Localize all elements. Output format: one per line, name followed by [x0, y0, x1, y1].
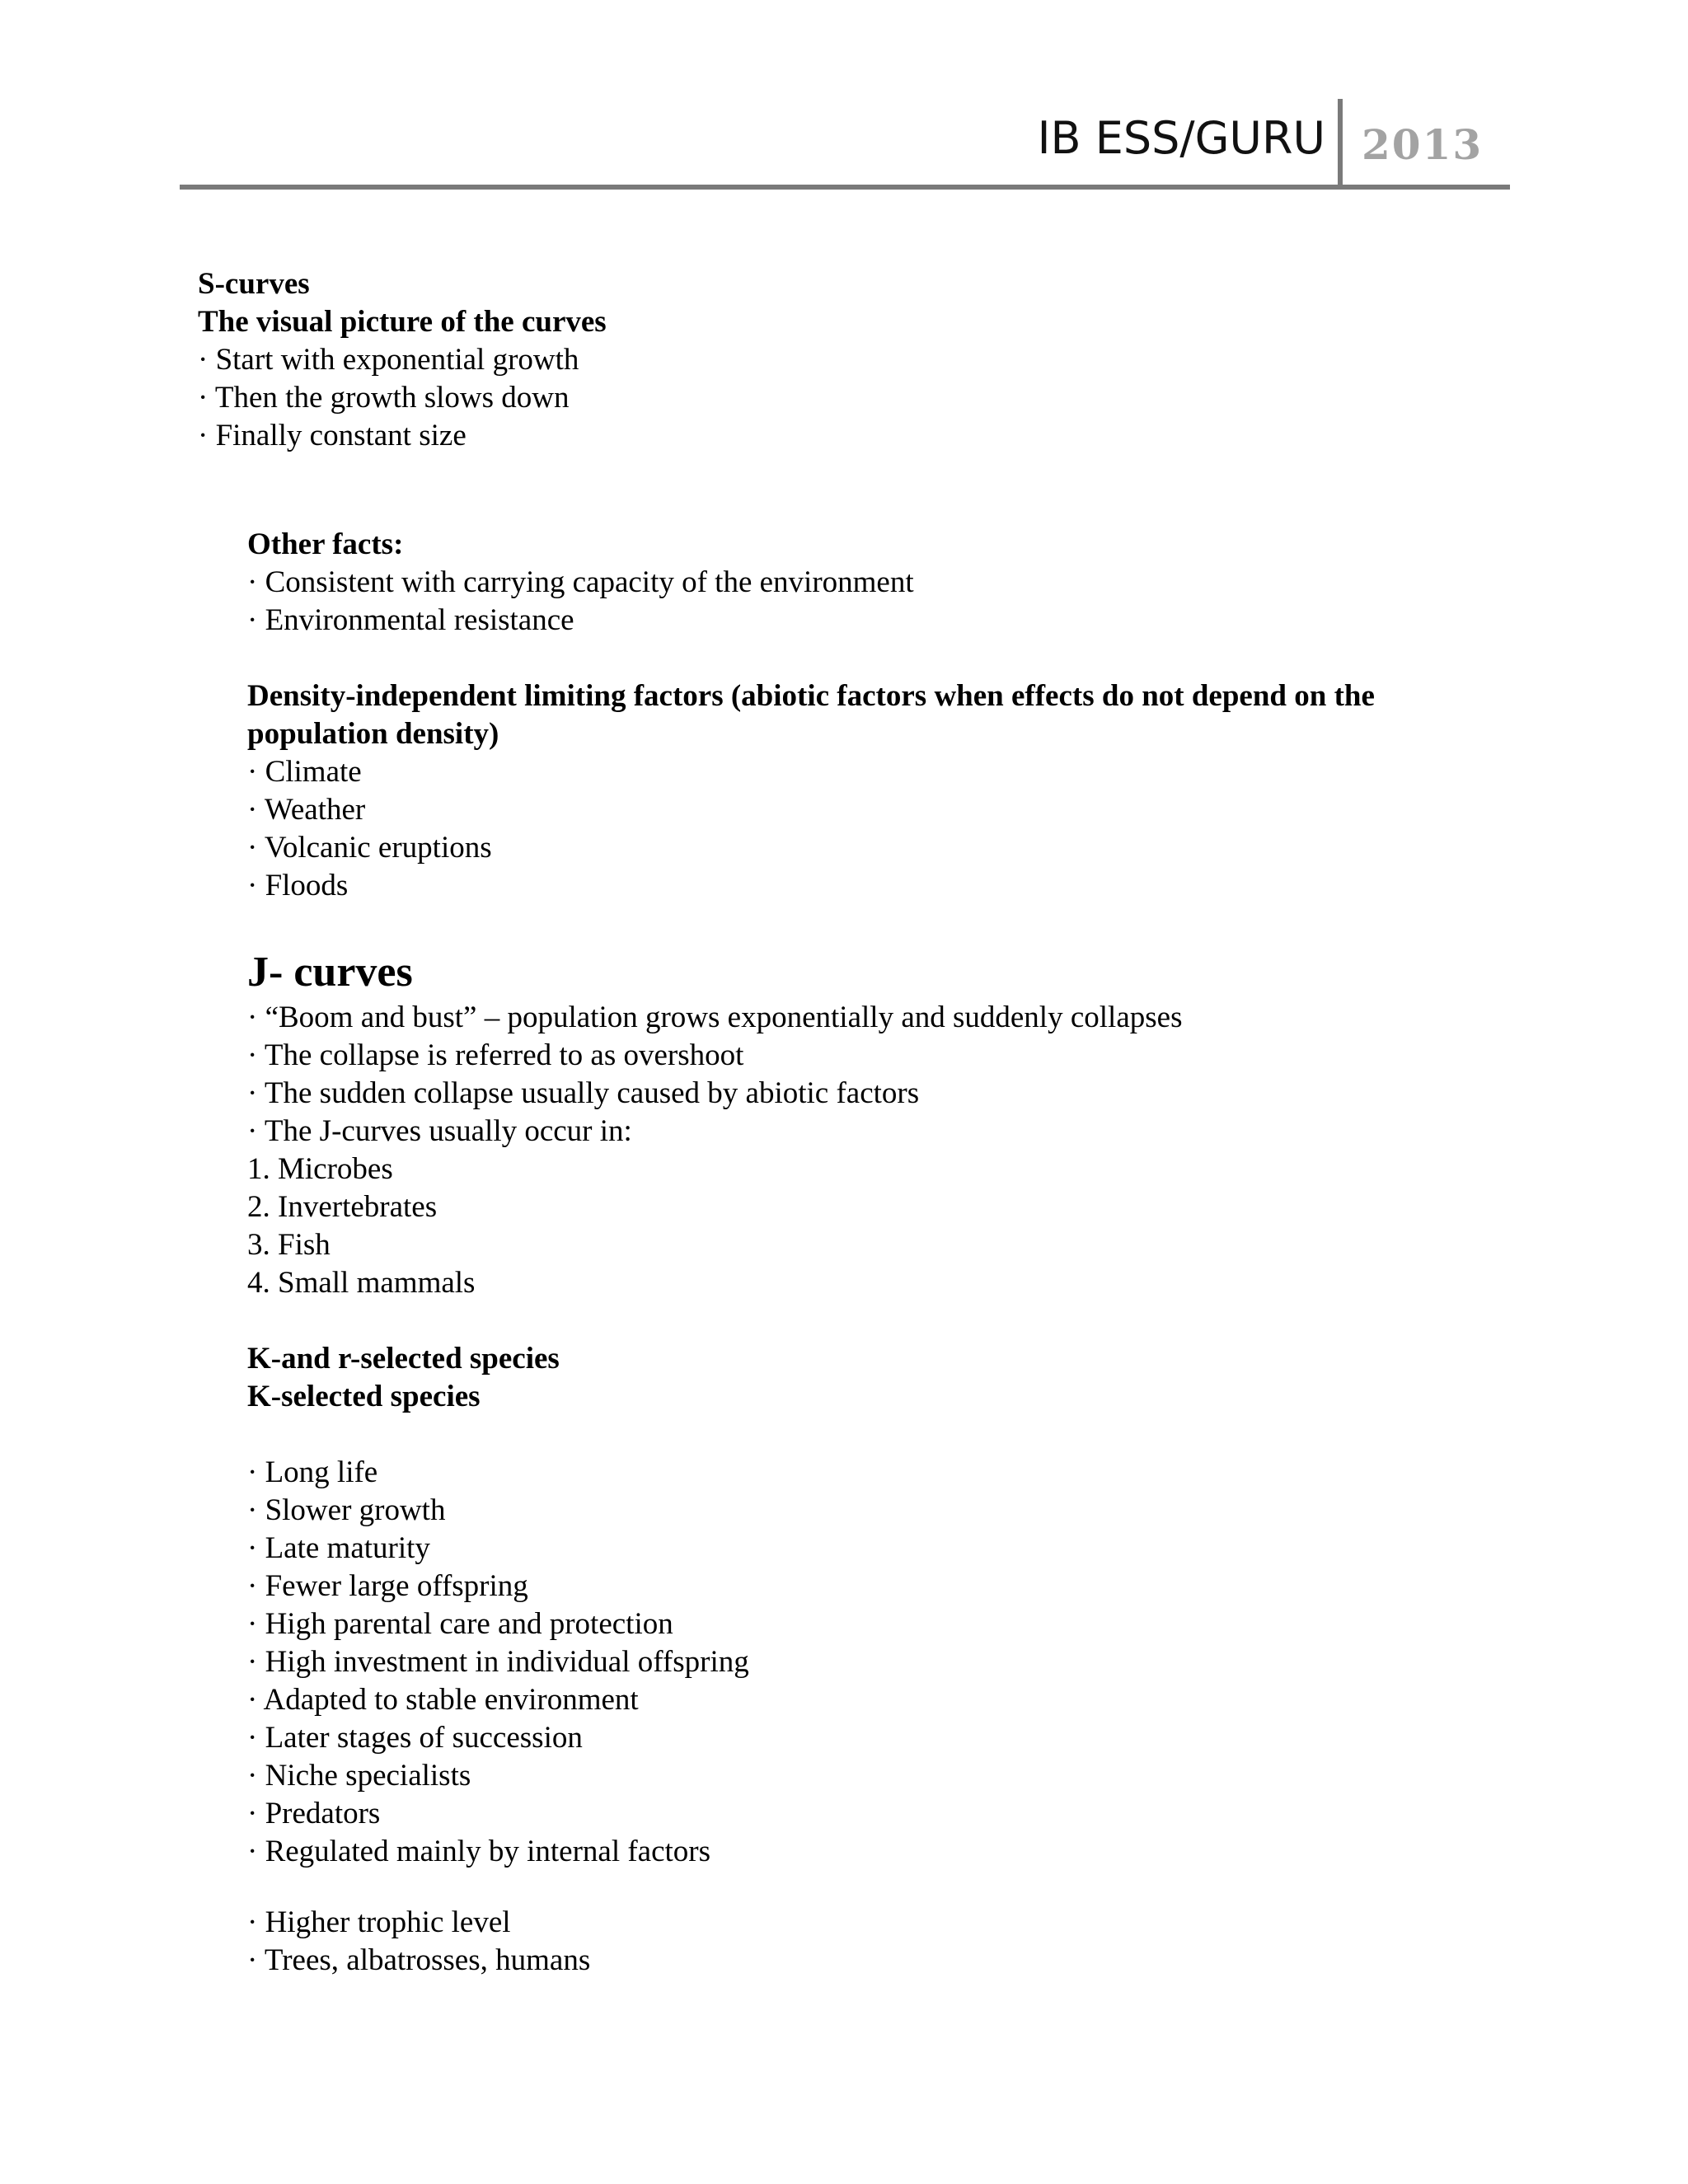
k-selected-trait: · Adapted to stable environment [247, 1683, 639, 1717]
k-selected-extra: · Higher trophic level [247, 1905, 511, 1939]
k-r-species-heading: K-and r-selected species [247, 1342, 560, 1376]
j-curves-bullet: · The sudden collapse usually caused by abiotic factors [247, 1076, 920, 1110]
k-selected-subheading: K-selected species [247, 1380, 481, 1413]
density-independent-heading-cont: population density) [247, 717, 499, 751]
s-curves-bullet: · Then the growth slows down [198, 381, 570, 415]
header-title: IB ESS/GURU [1037, 112, 1325, 164]
other-facts-bullet: · Environmental resistance [247, 603, 574, 637]
other-facts-bullet: · Consistent with carrying capacity of the environment [247, 565, 914, 599]
k-selected-trait: · High parental care and protection [247, 1607, 673, 1641]
k-selected-trait: · Regulated mainly by internal factors [247, 1835, 711, 1868]
k-selected-extra: · Trees, albatrosses, humans [247, 1943, 591, 1977]
k-selected-trait: · Predators [247, 1797, 381, 1830]
s-curves-bullet: · Start with exponential growth [198, 343, 579, 377]
density-independent-bullet: · Volcanic eruptions [247, 831, 492, 865]
k-selected-trait: · Late maturity [247, 1531, 430, 1565]
k-selected-trait: · Long life [247, 1455, 378, 1489]
j-curves-occurrence: 3. Fish [247, 1228, 331, 1262]
k-selected-trait: · Fewer large offspring [247, 1569, 528, 1603]
k-selected-trait: · Niche specialists [247, 1759, 471, 1793]
s-curves-heading: S-curves [198, 267, 310, 301]
s-curves-bullet: · Finally constant size [198, 419, 467, 452]
other-facts-heading: Other facts: [247, 527, 404, 561]
j-curves-heading: J- curves [247, 949, 413, 996]
k-selected-trait: · Later stages of succession [247, 1721, 583, 1755]
header-year: 2013 [1362, 120, 1484, 169]
j-curves-occurrence: 4. Small mammals [247, 1266, 476, 1300]
j-curves-occurrence: 1. Microbes [247, 1152, 393, 1186]
density-independent-bullet: · Climate [247, 755, 362, 789]
j-curves-bullet: · “Boom and bust” – population grows exponentially and suddenly collapses [247, 1001, 1183, 1034]
density-independent-bullet: · Weather [247, 793, 366, 827]
j-curves-bullet: · The collapse is referred to as overshoot [247, 1038, 744, 1072]
k-selected-trait: · High investment in individual offspring [247, 1645, 749, 1679]
j-curves-bullet: · The J-curves usually occur in: [247, 1114, 632, 1148]
k-selected-trait: · Slower growth [247, 1493, 446, 1527]
s-curves-subheading: The visual picture of the curves [198, 305, 607, 339]
density-independent-bullet: · Floods [247, 869, 349, 902]
j-curves-occurrence: 2. Invertebrates [247, 1190, 438, 1224]
density-independent-heading: Density-independent limiting factors (abiotic factors when effects do not depend on the [247, 679, 1375, 713]
